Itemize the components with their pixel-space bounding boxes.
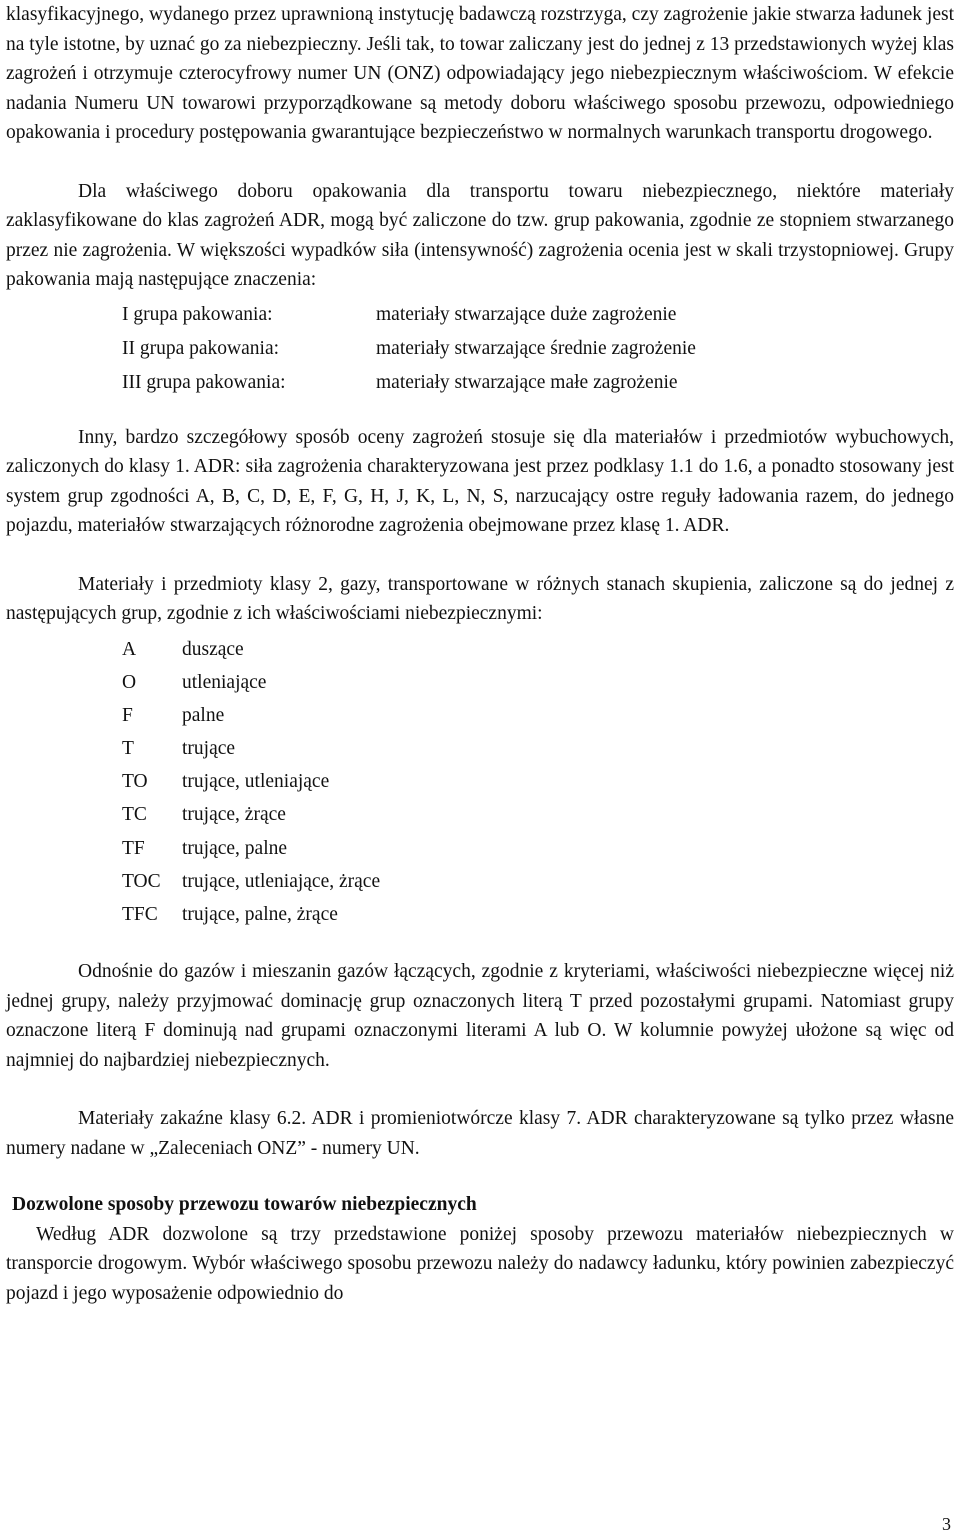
gas-group-description: duszące — [182, 638, 244, 660]
packing-group-row — [122, 366, 954, 400]
paragraph-infectious-radioactive: Materiały zakaźne klasy 6.2. ADR i promieniotwórcze klasy 7. ADR charakteryzowane są tylko przez własne numery nadane w „Zaleceniach ONZ” - numery UN. — [6, 1108, 954, 1159]
gas-group-description: utleniające — [182, 671, 267, 693]
packing-group-description: materiały stwarzające małe zagrożenie — [376, 371, 678, 393]
gas-group-row — [122, 832, 954, 865]
packing-group-label: III grupa pakowania: — [122, 371, 286, 393]
gas-group-code: TO — [122, 771, 148, 793]
gas-group-row — [122, 765, 954, 798]
paragraph-transport-modes: Według ADR dozwolone są trzy przedstawione poniżej sposoby przewozu materiałów niebezpiecznych w transporcie drogowym. Wybór właściwego sposobu przewozu należy do nadawcy ładunku, który powinien zabezpieczyć pojazd i jego wyposażenie odpowiednio do — [6, 1223, 954, 1304]
gas-group-description: trujące, palne, żrące — [182, 904, 338, 925]
gas-group-code: O — [122, 671, 137, 693]
gas-group-row — [122, 666, 954, 699]
packing-group-label: I grupa pakowania: — [122, 303, 273, 325]
page-number: 3 — [942, 1514, 951, 1534]
paragraph-gases: Materiały i przedmioty klasy 2, gazy, transportowane w różnych stanach skupienia, zaliczone są do jednej z następujących grup, zgodnie z ich właściwościami niebezpiecznymi: — [6, 573, 954, 624]
gas-group-description: palne — [182, 704, 225, 726]
document-page — [6, 0, 954, 1308]
gas-group-code: T — [122, 738, 134, 760]
packing-group-label: II grupa pakowania: — [122, 337, 280, 359]
paragraph-explosives: Inny, bardzo szczegółowy sposób oceny zagrożeń stosuje się dla materiałów i przedmiotów wybuchowych, zaliczonych do klasy 1. ADR: siła zagrożenia charakteryzowana jest przez podklasy 1.1 do 1.6, a ponadto stosowany jest system grup zgodności A, B, C, D, E, F, G, H, J, K, L, N, S, narzucający ostre reguły ładowania razem, do jednego pojazdu, materiałów stwarzających różnorodne zagrożenia obejmowane przez klasę 1. ADR. — [6, 426, 954, 536]
gas-group-code: A — [122, 638, 137, 660]
gas-group-code: TFC — [122, 904, 158, 925]
gas-group-description: trujące, żrące — [182, 804, 286, 826]
gas-group-row — [122, 633, 954, 666]
paragraph-packing-intro: Dla właściwego doboru opakowania dla transportu towaru niebezpiecznego, niektóre materiały zaklasyfikowane do klas zagrożeń ADR, mogą być zaliczone do tzw. grup pakowania, zgodnie ze stopniem stwarzanego przez nie zagrożenia. W większości wypadków siła (intensywność) zagrożenia ocenia jest w skali trzystopniowej. Grupy pakowania mają następujące znaczenia: — [6, 180, 954, 290]
packing-group-description: materiały stwarzające duże zagrożenie — [376, 303, 677, 325]
gas-group-description: trujące, utleniające, żrące — [182, 870, 381, 892]
gas-group-row — [122, 865, 954, 898]
gas-group-row — [122, 699, 954, 732]
gas-group-row — [122, 798, 954, 831]
gas-group-code: F — [122, 704, 133, 726]
paragraph-classification: klasyfikacyjnego, wydanego przez uprawnioną instytucję badawczą rozstrzyga, czy zagrożenie jakie stwarza ładunek jest na tyle istotne, by uznać go za niebezpieczny. Jeśli tak, to towar zaliczany jest do jednej z 13 przedstawionych wyżej klas zagrożeń i otrzymuje czterocyfrowy numer UN (ONZ) odpowiadający jego niebezpiecznym właściwościom. W efekcie nadania Numeru UN towarowi przyporządkowane są metody doboru właściwego sposobu przewozu, odpowiedniego opakowania i procedury postępowania gwarantujące bezpieczeństwo w normalnych warunkach transportu drogowego. — [6, 4, 954, 143]
packing-group-row — [122, 298, 954, 332]
gas-group-code: TF — [122, 837, 145, 859]
gas-groups-table — [122, 633, 954, 932]
packing-groups-table — [122, 298, 954, 400]
gas-group-code: TOC — [122, 870, 161, 892]
paragraph-gas-dominance: Odnośnie do gazów i mieszanin gazów łączących, zgodnie z kryteriami, właściwości niebezpieczne więcej niż jednej grupy, należy przyjmować dominację grup oznaczonych literą T przed pozostałymi grupami. Natomiast grupy oznaczone literą F dominują nad grupami oznaczonymi literami A lub O. W kolumnie powyżej ułożone są więc od najmniej do najbardziej niebezpiecznych. — [6, 961, 954, 1071]
gas-group-code: TC — [122, 804, 147, 826]
section-heading: Dozwolone sposoby przewozu towarów niebezpiecznych — [12, 1194, 477, 1216]
packing-group-description: materiały stwarzające średnie zagrożenie — [376, 337, 696, 359]
gas-group-row — [122, 732, 954, 765]
gas-group-row — [122, 898, 954, 931]
gas-group-description: trujące, utleniające — [182, 771, 330, 793]
packing-group-row — [122, 332, 954, 366]
gas-group-description: trujące, palne — [182, 837, 288, 859]
gas-group-description: trujące — [182, 738, 236, 760]
